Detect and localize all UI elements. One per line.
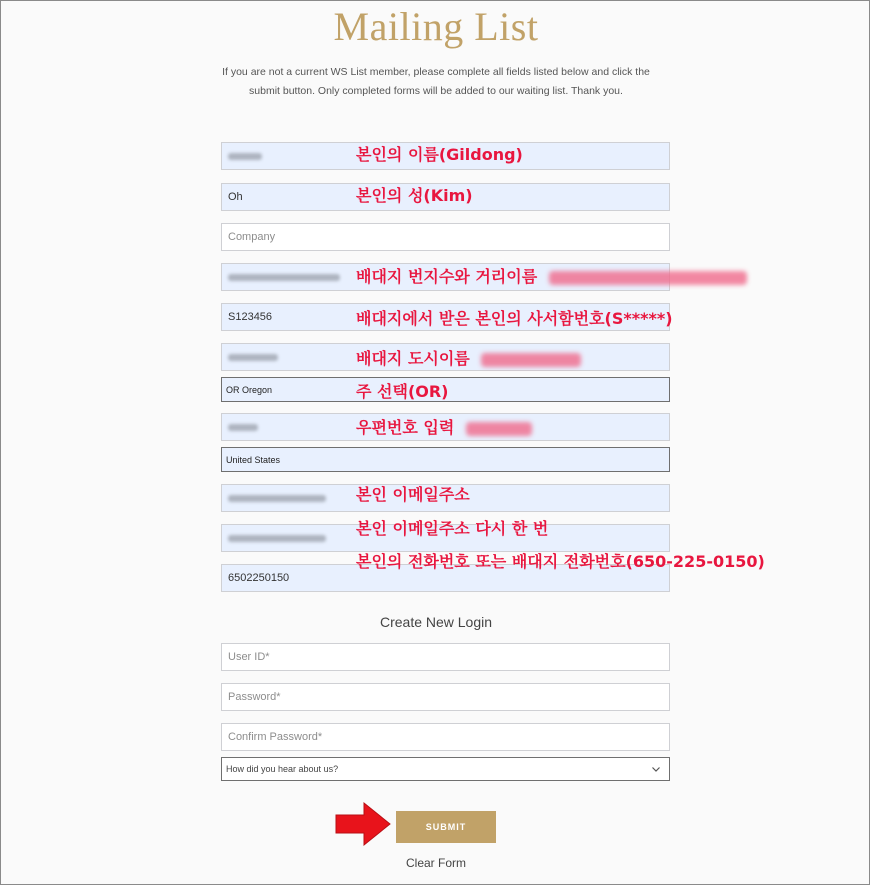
submit-button[interactable]: SUBMIT — [396, 811, 496, 843]
annotation-city: 배대지 도시이름 — [356, 349, 470, 368]
clear-form-link[interactable]: Clear Form — [405, 856, 466, 870]
po-box-input[interactable]: S123456 — [221, 303, 670, 331]
redacted-value — [228, 495, 326, 502]
redacted-value — [228, 424, 258, 431]
intro-line-1: If you are not a current WS List member, please complete all fields listed below and click the — [222, 66, 650, 78]
annotation-city-wrap — [356, 346, 581, 369]
annotation-address-wrap — [356, 264, 747, 287]
state-select[interactable]: OR Oregon — [221, 377, 670, 402]
user-id-input[interactable]: User ID* — [221, 643, 670, 671]
annotation-zip-wrap — [356, 415, 532, 438]
referral-select-value: How did you hear about us? — [226, 764, 339, 774]
chevron-down-icon — [651, 764, 661, 774]
annotation-first-name: 본인의 이름(Gildong) — [356, 145, 523, 164]
intro-text — [171, 63, 701, 101]
confirm-password-input[interactable]: Confirm Password* — [221, 723, 670, 751]
redacted-value — [228, 153, 262, 160]
company-input[interactable]: Company — [221, 223, 670, 251]
annotation-email-confirm: 본인 이메일주소 다시 한 번 — [356, 519, 549, 538]
intro-line-2: submit button. Only completed forms will be added to our waiting list. Thank you. — [249, 85, 623, 97]
last-name-input[interactable]: Oh — [221, 183, 670, 211]
annotation-state: 주 선택(OR) — [356, 382, 449, 401]
redacted-value — [228, 274, 340, 281]
page-title: Mailing List — [333, 4, 539, 49]
annotation-zip: 우편번호 입력 — [356, 418, 455, 437]
annotation-phone: 본인의 전화번호 또는 배대지 전화번호(650-225-0150) — [356, 552, 765, 571]
annotation-email: 본인 이메일주소 — [356, 485, 470, 504]
create-login-heading: Create New Login — [379, 614, 493, 630]
annotation-po-box: 배대지에서 받은 본인의 사서함번호(S*****) — [356, 309, 673, 328]
annotation-last-name: 본인의 성(Kim) — [356, 186, 473, 205]
red-arrow-icon — [334, 801, 392, 847]
redacted-annotation — [481, 353, 581, 367]
country-select[interactable]: United States — [221, 447, 670, 472]
redacted-value — [228, 354, 278, 361]
password-input[interactable]: Password* — [221, 683, 670, 711]
redacted-annotation — [549, 271, 747, 285]
redacted-annotation — [466, 422, 532, 436]
annotation-address: 배대지 번지수와 거리이름 — [356, 267, 538, 286]
phone-input[interactable]: 6502250150 — [221, 564, 670, 592]
referral-select[interactable] — [221, 757, 670, 781]
redacted-value — [228, 535, 326, 542]
